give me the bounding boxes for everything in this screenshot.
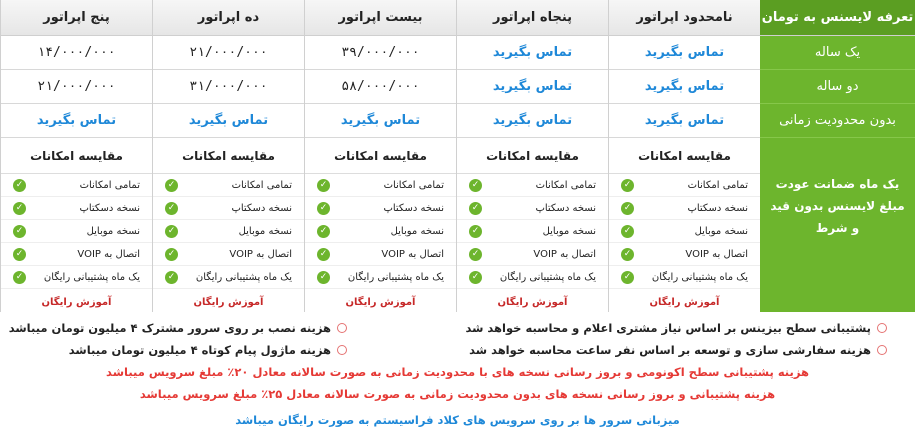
feature-label: اتصال به VOIP: [229, 248, 292, 260]
feature-row: [609, 266, 760, 289]
note-business-support: [465, 321, 887, 335]
label-unlimited: بدون محدودیت زمانی: [760, 104, 915, 138]
feature-row: [305, 243, 456, 266]
check-icon: ✓: [165, 225, 178, 238]
feature-label: تمامی امکانات: [79, 179, 140, 191]
plan-column: [0, 0, 152, 312]
check-icon: ✓: [469, 248, 482, 261]
feature-label: نسخه موبایل: [86, 225, 140, 237]
label-one-year: یک ساله: [760, 36, 915, 70]
note-text: هزینه سفارشی سازی و توسعه بر اساس نفر ساعت محاسبه خواهد شد: [469, 343, 871, 357]
check-icon: ✓: [621, 179, 634, 192]
check-icon: ✓: [317, 179, 330, 192]
plan-header: بیست اپراتور: [305, 0, 456, 36]
note-economy-support: هزینه پشتیبانی سطح اکونومی و بروز رسانی نسخه های با محدودیت زمانی به صورت سالانه معادل ۲۰٪ مبلغ سرویس میباشد: [106, 365, 809, 379]
contact-link[interactable]: تماس بگیرید: [188, 113, 269, 128]
check-icon: ✓: [165, 271, 178, 284]
feature-label: نسخه دسکتاپ: [535, 202, 596, 214]
feature-row: [153, 174, 304, 197]
price-value: ۳۹/۰۰۰/۰۰۰: [341, 45, 420, 60]
feature-row: [609, 243, 760, 266]
free-training: آموزش رایگان: [649, 296, 720, 308]
features-title: مقایسه امکانات: [1, 138, 152, 174]
check-icon: ✓: [165, 202, 178, 215]
feature-row: [609, 197, 760, 220]
feature-row: [305, 220, 456, 243]
feature-row: [1, 266, 152, 289]
guarantee-text: یک ماه ضمانت عودت مبلغ لایسنس بدون قید و شرط: [770, 177, 905, 235]
feature-label: نسخه موبایل: [542, 225, 596, 237]
feature-row: [153, 197, 304, 220]
features-title: مقایسه امکانات: [609, 138, 760, 174]
check-icon: ✓: [13, 225, 26, 238]
price-cell: [1, 36, 152, 70]
note-cloud-hosting: میزبانی سرور ها بر روی سرویس های کلاد فراسیستم به صورت رایگان میباشد: [235, 413, 680, 427]
feature-row: [153, 266, 304, 289]
feature-label: اتصال به VOIP: [381, 248, 444, 260]
feature-row: [153, 220, 304, 243]
notes-section: [0, 312, 915, 442]
price-cell: [457, 36, 608, 70]
note-text: هزینه نصب بر روی سرور مشترک ۴ میلیون تومان میباشد: [8, 321, 331, 335]
bullet-icon: [877, 345, 887, 355]
contact-link[interactable]: تماس بگیرید: [36, 113, 117, 128]
check-icon: ✓: [317, 225, 330, 238]
features-title: مقایسه امکانات: [153, 138, 304, 174]
check-icon: ✓: [621, 202, 634, 215]
feature-row: [457, 197, 608, 220]
feature-row: [305, 174, 456, 197]
feature-label: نسخه دسکتاپ: [79, 202, 140, 214]
check-icon: ✓: [469, 225, 482, 238]
feature-label: نسخه موبایل: [694, 225, 748, 237]
feature-row: [1, 197, 152, 220]
feature-label: تمامی امکانات: [687, 179, 748, 191]
feature-label: اتصال به VOIP: [685, 248, 748, 260]
free-training: آموزش رایگان: [497, 296, 568, 308]
feature-label: نسخه دسکتاپ: [383, 202, 444, 214]
features-title: مقایسه امکانات: [305, 138, 456, 174]
feature-row: [1, 220, 152, 243]
price-cell: [305, 36, 456, 70]
contact-link[interactable]: تماس بگیرید: [492, 113, 573, 128]
contact-link[interactable]: تماس بگیرید: [644, 79, 725, 94]
feature-label: یک ماه پشتیبانی رایگان: [651, 271, 748, 283]
price-value: ۵۸/۰۰۰/۰۰۰: [341, 79, 420, 94]
check-icon: ✓: [13, 248, 26, 261]
check-icon: ✓: [13, 179, 26, 192]
check-icon: ✓: [621, 225, 634, 238]
feature-label: نسخه موبایل: [238, 225, 292, 237]
bullet-icon: [337, 345, 347, 355]
price-cell: [305, 70, 456, 104]
feature-label: یک ماه پشتیبانی رایگان: [499, 271, 596, 283]
feature-row: [305, 197, 456, 220]
price-value: ۲۱/۰۰۰/۰۰۰: [37, 79, 116, 94]
note-unlimited-support: هزینه پشتیبانی و بروز رسانی نسخه های بدون محدودیت زمانی به صورت سالانه معادل ۲۵٪ مبلغ سرویس میباشد: [139, 387, 776, 401]
price-cell: [153, 36, 304, 70]
feature-label: یک ماه پشتیبانی رایگان: [195, 271, 292, 283]
plan-column: [608, 0, 760, 312]
plan-header: نامحدود اپراتور: [609, 0, 760, 36]
price-cell: [457, 70, 608, 104]
price-cell: [153, 70, 304, 104]
note-customization: [469, 343, 887, 357]
feature-row: [153, 243, 304, 266]
price-cell: [609, 70, 760, 104]
price-cell: [153, 104, 304, 138]
contact-link[interactable]: تماس بگیرید: [340, 113, 421, 128]
price-cell: [609, 36, 760, 70]
price-cell: [457, 104, 608, 138]
feature-row: [457, 243, 608, 266]
check-icon: ✓: [621, 271, 634, 284]
plan-column: [152, 0, 304, 312]
label-two-year: دو ساله: [760, 70, 915, 104]
feature-label: اتصال به VOIP: [77, 248, 140, 260]
contact-link[interactable]: تماس بگیرید: [644, 113, 725, 128]
free-training: آموزش رایگان: [345, 296, 416, 308]
check-icon: ✓: [469, 202, 482, 215]
feature-label: تمامی امکانات: [383, 179, 444, 191]
contact-link[interactable]: تماس بگیرید: [492, 79, 573, 94]
plan-column: [456, 0, 608, 312]
price-value: ۲۱/۰۰۰/۰۰۰: [189, 45, 268, 60]
price-cell: [1, 70, 152, 104]
feature-row: [457, 220, 608, 243]
label-column: [760, 0, 915, 312]
label-header: تعرفه لایسنس به تومان: [760, 0, 915, 36]
check-icon: ✓: [165, 179, 178, 192]
feature-row: [609, 220, 760, 243]
free-training: آموزش رایگان: [41, 296, 112, 308]
feature-row: [305, 266, 456, 289]
check-icon: ✓: [13, 202, 26, 215]
note-text: هزینه ماژول پیام کوتاه ۴ میلیون تومان میباشد: [68, 343, 331, 357]
check-icon: ✓: [317, 202, 330, 215]
price-value: ۳۱/۰۰۰/۰۰۰: [189, 79, 268, 94]
bullet-icon: [877, 323, 887, 333]
plan-header: پنج اپراتور: [1, 0, 152, 36]
note-sms-module: [69, 343, 347, 357]
feature-label: نسخه دسکتاپ: [231, 202, 292, 214]
check-icon: ✓: [621, 248, 634, 261]
feature-label: نسخه دسکتاپ: [687, 202, 748, 214]
price-cell: [1, 104, 152, 138]
check-icon: ✓: [469, 179, 482, 192]
free-training: آموزش رایگان: [193, 296, 264, 308]
feature-label: تمامی امکانات: [231, 179, 292, 191]
plan-header: پنجاه اپراتور: [457, 0, 608, 36]
contact-link[interactable]: تماس بگیرید: [492, 45, 573, 60]
feature-label: نسخه موبایل: [390, 225, 444, 237]
price-value: ۱۴/۰۰۰/۰۰۰: [37, 45, 116, 60]
feature-label: یک ماه پشتیبانی رایگان: [43, 271, 140, 283]
plan-column: [304, 0, 456, 312]
check-icon: ✓: [317, 271, 330, 284]
plan-header: ده اپراتور: [153, 0, 304, 36]
features-title: مقایسه امکانات: [457, 138, 608, 174]
feature-row: [1, 174, 152, 197]
feature-row: [457, 174, 608, 197]
feature-label: اتصال به VOIP: [533, 248, 596, 260]
contact-link[interactable]: تماس بگیرید: [644, 45, 725, 60]
note-install-cost: [9, 321, 347, 335]
feature-row: [1, 243, 152, 266]
feature-row: [457, 266, 608, 289]
check-icon: ✓: [13, 271, 26, 284]
check-icon: ✓: [317, 248, 330, 261]
check-icon: ✓: [165, 248, 178, 261]
price-cell: [305, 104, 456, 138]
check-icon: ✓: [469, 271, 482, 284]
price-cell: [609, 104, 760, 138]
feature-label: یک ماه پشتیبانی رایگان: [347, 271, 444, 283]
bullet-icon: [337, 323, 347, 333]
feature-label: تمامی امکانات: [535, 179, 596, 191]
feature-row: [609, 174, 760, 197]
note-text: پشتیبانی سطح بیزینس بر اساس نیاز مشتری اعلام و محاسبه خواهد شد: [465, 321, 871, 335]
